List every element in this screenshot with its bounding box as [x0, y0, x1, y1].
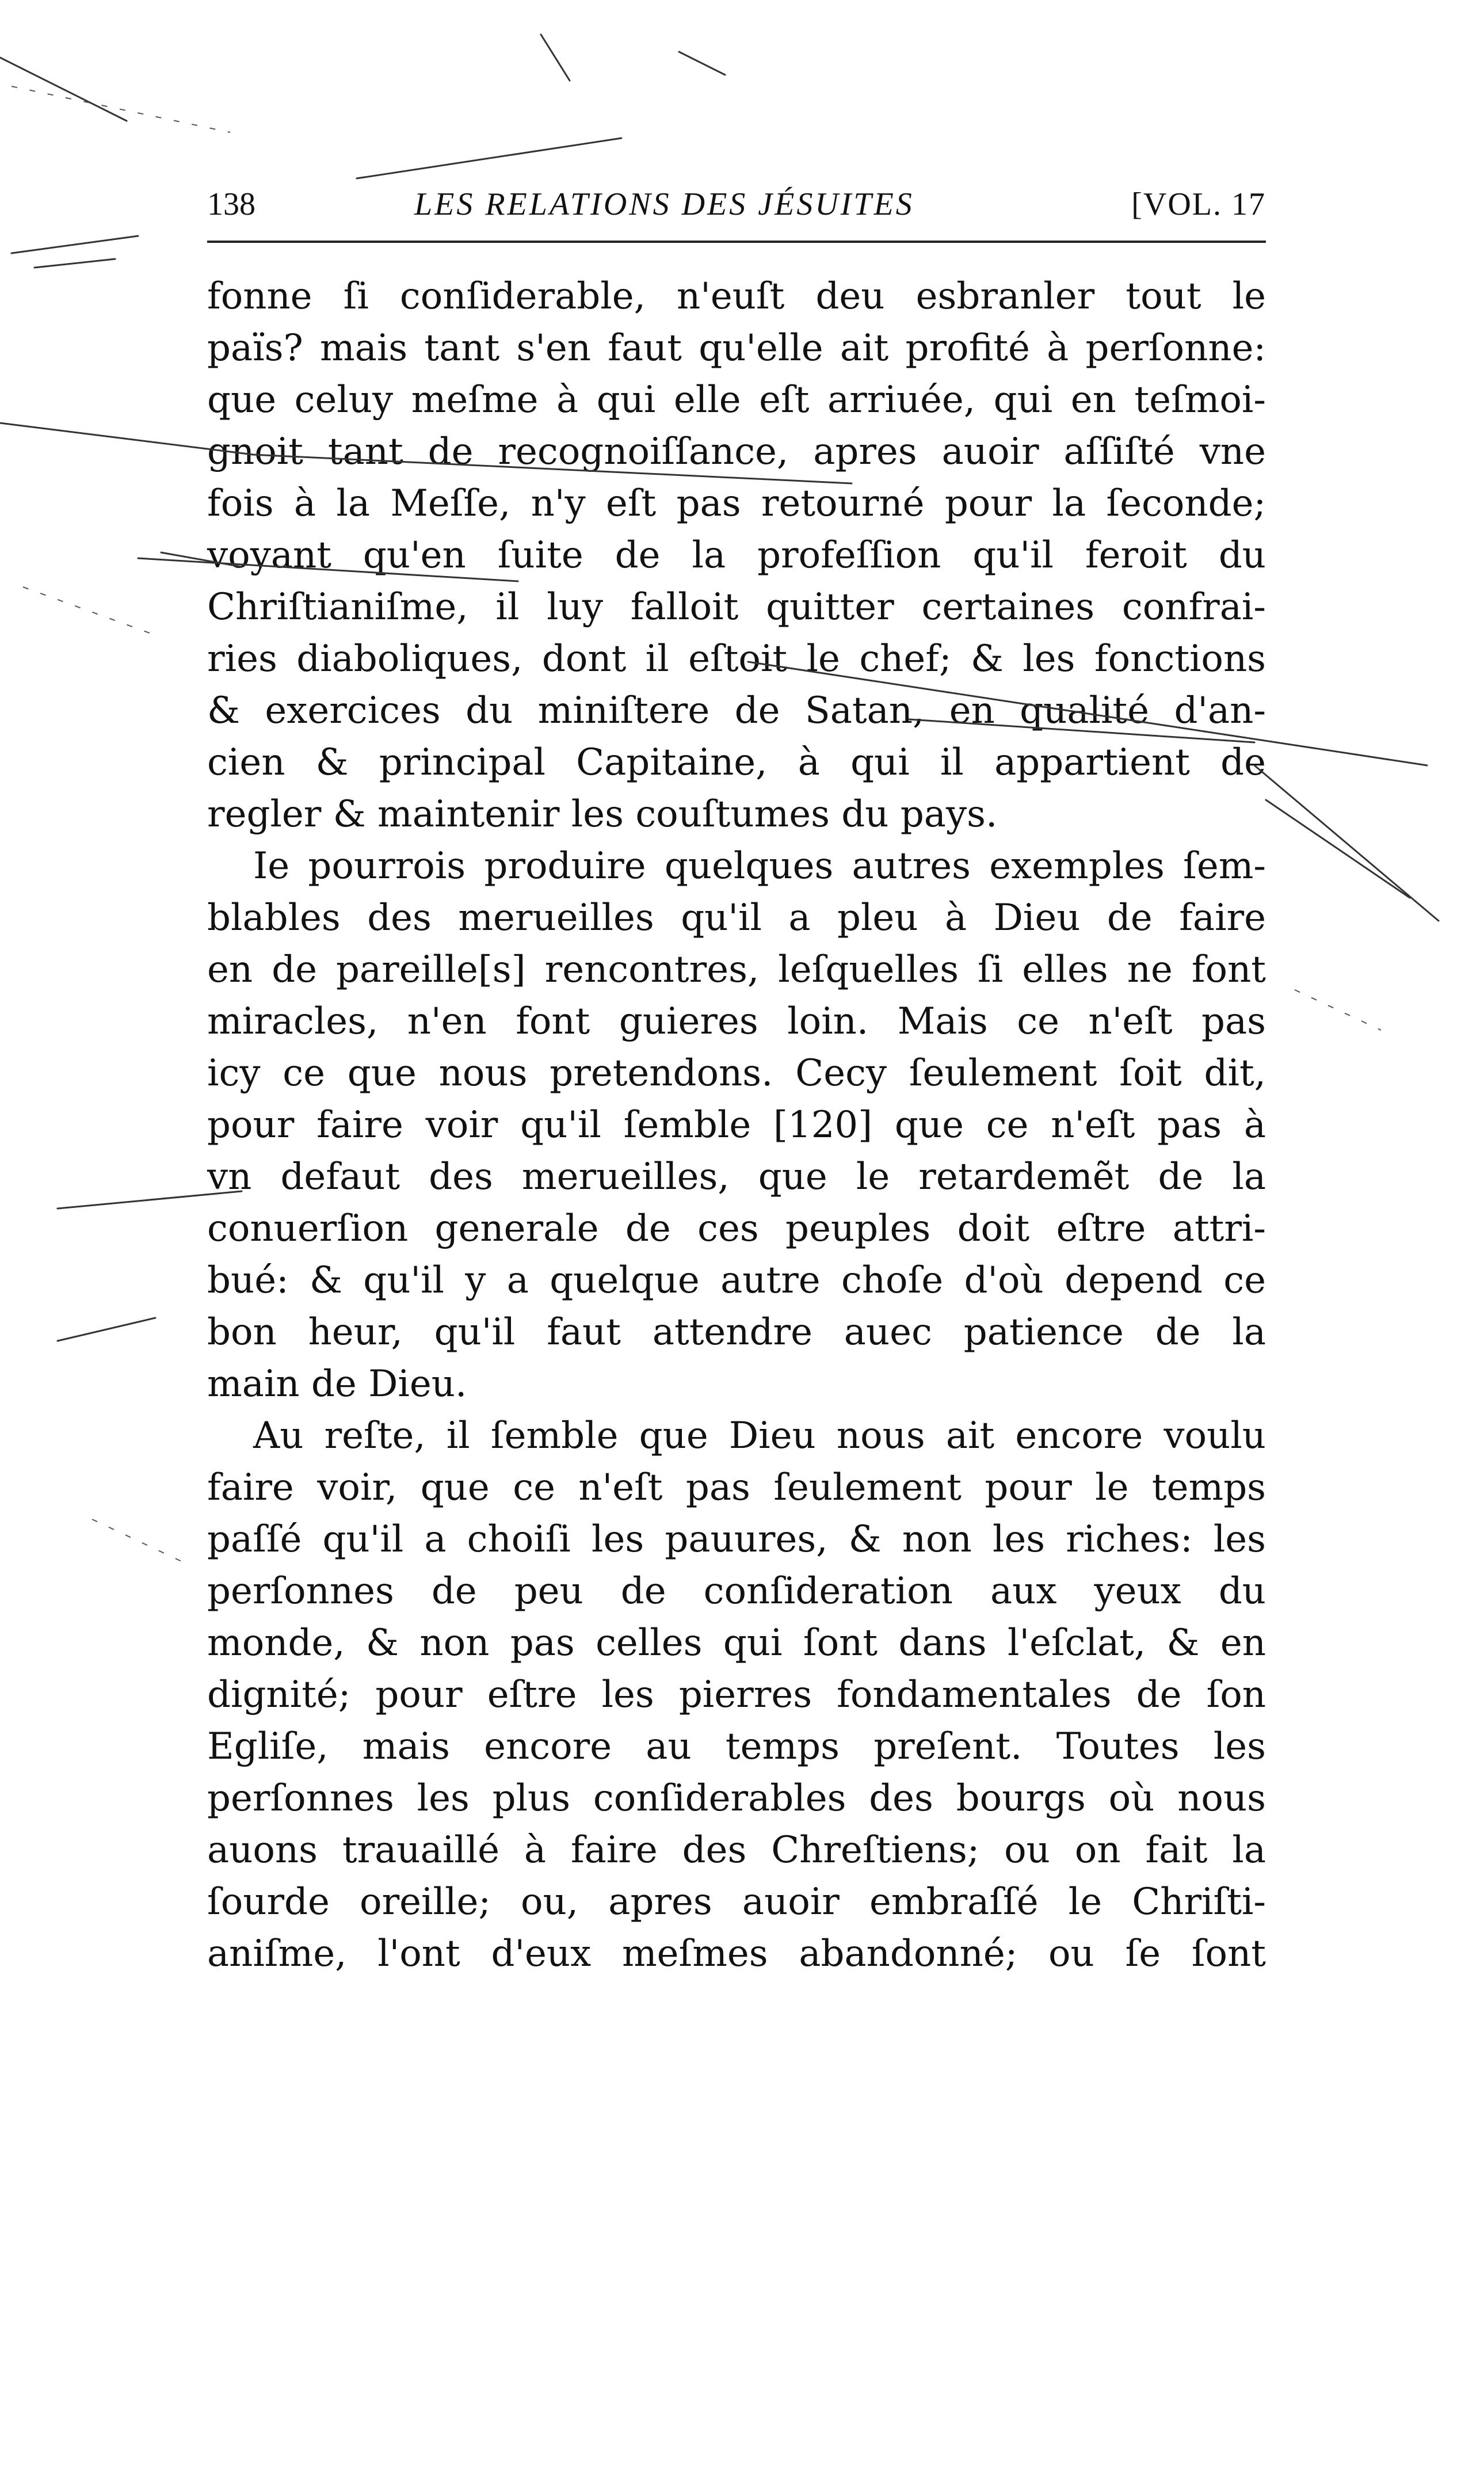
text-line: icy ce que nous pretendons. Cecy ſeulement ſoit dit,	[207, 1052, 1266, 1095]
text-line: main de Dieu.	[207, 1363, 467, 1405]
scan-stroke	[12, 236, 138, 253]
running-title: LES RELATIONS DES JÉSUITES	[414, 186, 914, 222]
text-line: paſſé qu'il a choiſi les pauures, & non les riches: les	[207, 1518, 1266, 1561]
text-line: conuerſion generale de ces peuples doit eſtre attri-	[207, 1207, 1266, 1250]
text-line: Au reſte, il ſemble que Dieu nous ait encore voulu	[253, 1415, 1266, 1457]
text-line: pour faire voir qu'il ſemble [120] que ce n'eſt pas à	[207, 1104, 1266, 1146]
text-line: bon heur, qu'il faut attendre auec patience de la	[207, 1311, 1266, 1354]
paragraph-2	[207, 840, 1266, 1410]
scan-stroke	[1254, 765, 1439, 921]
text-line: auons trauaillé à faire des Chreſtiens; ou on fait la	[207, 1829, 1266, 1871]
text-line: dignité; pour eſtre les pierres fondamentales de ſon	[207, 1674, 1266, 1716]
text-line: bué: & qu'il y a quelque autre choſe d'où depend ce	[207, 1259, 1266, 1302]
text-line: blables des merueilles qu'il a pleu à Dieu de faire	[207, 897, 1266, 939]
text-line: vn defaut des merueilles, que le retardemẽt de la	[207, 1156, 1266, 1198]
text-line: perſonnes de peu de conſideration aux yeux du	[207, 1570, 1266, 1613]
text-line: fois à la Meſſe, n'y eſt pas retourné pour la ſeconde;	[207, 482, 1266, 525]
text-line: en de pareille[s] rencontres, leſquelles ſi elles ne font	[207, 948, 1266, 991]
scan-stroke	[1266, 800, 1410, 898]
text-line: faire voir, que ce n'eſt pas ſeulement pour le temps	[207, 1466, 1266, 1509]
text-line: Egliſe, mais encore au temps preſent. Toutes les	[207, 1725, 1266, 1768]
header-rule	[207, 241, 1266, 243]
text-line: gnoit tant de recognoiſſance, apres auoir aſſiſté vne	[207, 430, 1266, 473]
text-line: que celuy meſme à qui elle eſt arriuée, qui en teſmoi-	[207, 379, 1266, 421]
scan-stroke	[23, 587, 150, 633]
text-line: ſourde oreille; ou, apres auoir embraſſé le Chriſti-	[207, 1881, 1266, 1923]
text-line: cien & principal Capitaine, à qui il appartient de	[207, 741, 1266, 784]
scan-stroke	[92, 1519, 190, 1565]
text-line: Chriſtianiſme, il luy falloit quitter certaines confrai-	[207, 586, 1266, 628]
page-number: 138	[207, 186, 255, 222]
volume-label: [VOL. 17	[1131, 186, 1266, 222]
body-text	[207, 270, 1266, 1980]
text-line: aniſme, l'ont d'eux meſmes abandonné; ou ſe ſont	[207, 1932, 1266, 1975]
scan-stroke	[357, 138, 621, 178]
text-line: voyant qu'en ſuite de la profeſſion qu'il feroit du	[207, 534, 1266, 577]
text-line: regler & maintenir les couſtumes du pays.	[207, 793, 998, 836]
text-line: fonne ſi conſiderable, n'euſt deu esbranler tout le	[207, 275, 1266, 318]
scan-stroke	[12, 86, 230, 132]
text-line: païs? mais tant s'en faut qu'elle ait profité à perſonne:	[207, 327, 1266, 369]
text-line: ries diaboliques, dont il eſtoit le chef; & les fonctions	[207, 638, 1266, 680]
paragraph-3	[207, 1410, 1266, 1980]
scan-stroke	[1295, 990, 1381, 1030]
text-line: Ie pourrois produire quelques autres exemples ſem-	[253, 845, 1266, 887]
text-line: miracles, n'en font guieres loin. Mais ce n'eſt pas	[207, 1000, 1266, 1043]
text-line: monde, & non pas celles qui ſont dans l'eſclat, & en	[207, 1622, 1266, 1664]
scan-stroke	[679, 52, 725, 75]
scan-stroke	[0, 58, 127, 121]
scan-stroke	[35, 259, 115, 268]
text-line: perſonnes les plus conſiderables des bourgs où nous	[207, 1777, 1266, 1820]
running-header	[207, 178, 1266, 230]
paragraph-1	[207, 270, 1266, 840]
scan-stroke	[58, 1318, 155, 1341]
scan-stroke	[541, 35, 570, 81]
text-line: & exercices du miniſtere de Satan, en qualité d'an-	[207, 689, 1266, 732]
